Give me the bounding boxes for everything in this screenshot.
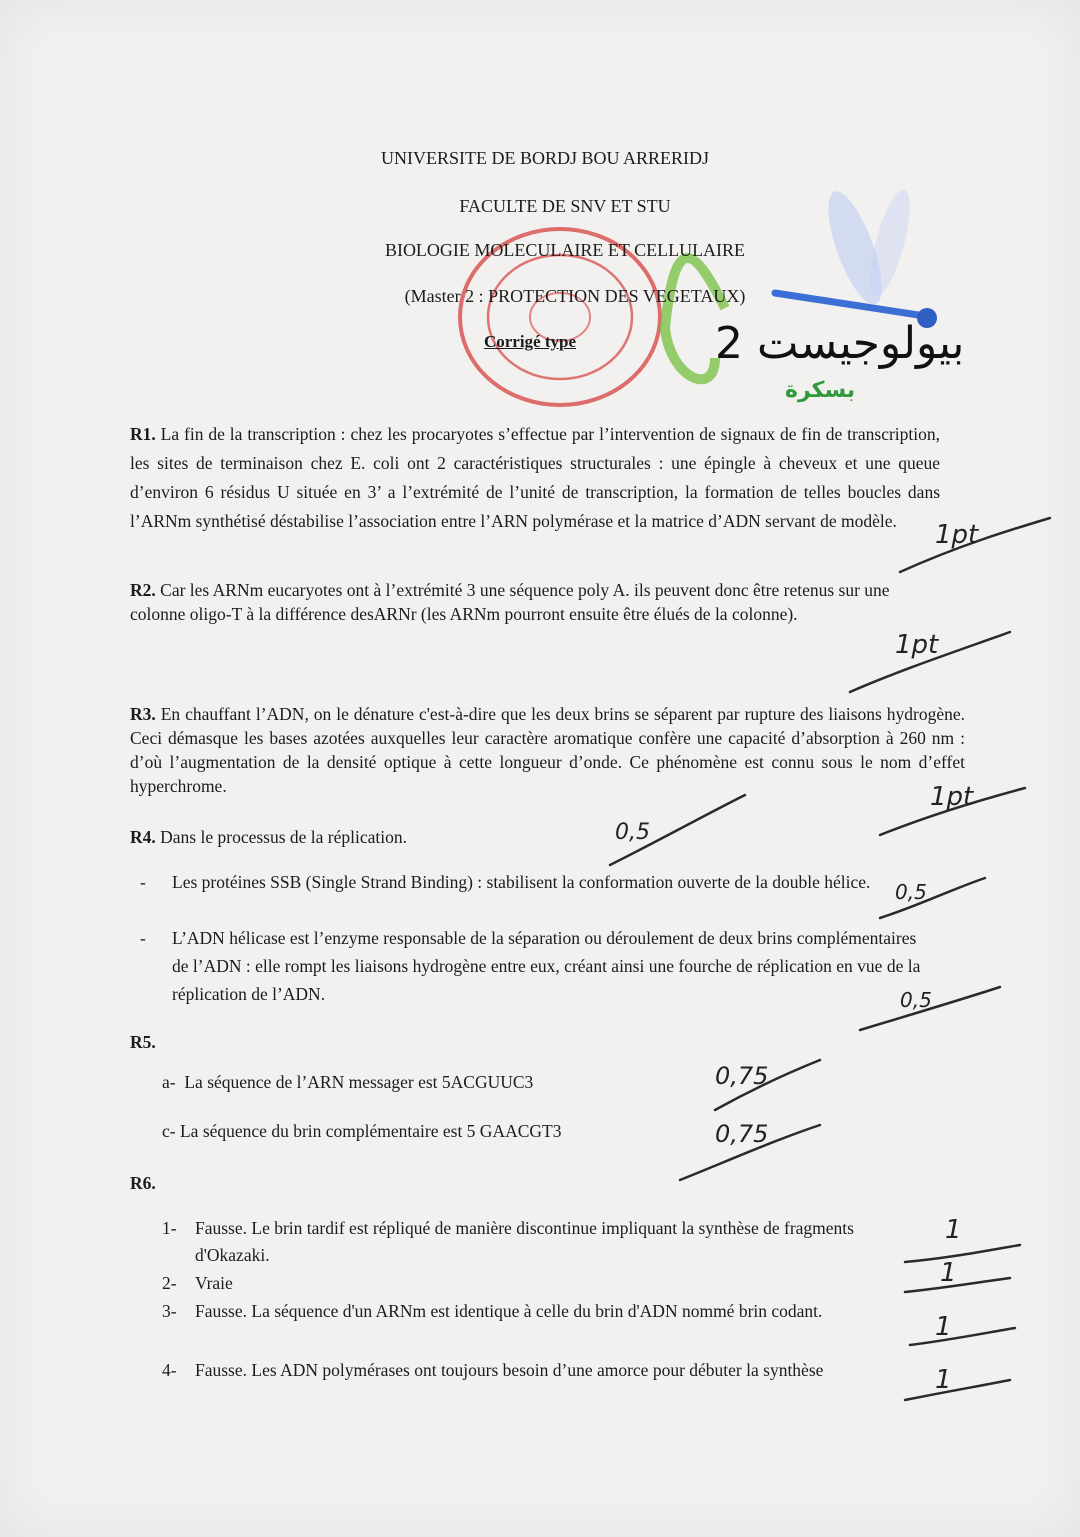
statement-number: 4- [162,1360,177,1380]
answer-r6 [130,1169,940,1198]
statement-item [162,1298,922,1325]
grade-mark: 1 [945,1215,962,1245]
answer-r5 [130,1028,940,1057]
answer-text: La fin de la transcription : chez les procaryotes s’effectue par l’intervention de signaux de fin de transcription, les sites de terminaison chez E. coli ont 2 caractéristiques structurales : une épingle à cheveux et une queue d’environ 6 résidus U située en 3’ a l’extrémité de l’unité de transcription, la formation de telles boucles dans l’ARNm synthétisé déstabilise l’association entre l’ARN polymérase et la matrice d’ADN servant de modèle. [130,424,941,531]
grade-mark: 1 [935,1312,952,1342]
sequence-prefix: a- [162,1072,176,1092]
answer-text: En chauffant l’ADN, on le dénature c'est-à-dire que les deux brins se séparent par rupture des liaisons hydrogène. Ceci démasque les bases azotées auxquelles leur caractère aromatique confère une capacité d’absorption à 260 nm : d’où l’augmentation de la densité optique à cette longueur d’onde. Ce phénomène est connu sous le nom d’effet hyperchrome. [130,704,966,796]
sequence-item [162,1121,561,1142]
grade-mark: 1 [935,1365,952,1395]
module-name: BIOLOGIE MOLECULAIRE ET CELLULAIRE [384,240,746,260]
answer-r2 [130,578,900,626]
statement-number: 3- [162,1301,177,1321]
bullet-dash: - [140,872,146,892]
answer-label: R3. [130,704,156,724]
answer-r4 [130,823,940,852]
statement-text: Fausse. Le brin tardif est répliqué de manière discontinue impliquant la synthèse de fragments d'Okazaki. [195,1218,854,1265]
answer-label: R4. [130,827,156,847]
statement-text: Fausse. La séquence d'un ARNm est identique à celle du brin d'ADN nommé brin codant. [195,1301,823,1321]
statement-item [162,1215,922,1269]
sequence-text: La séquence du brin complémentaire est 5 GAACGT3 [179,1121,562,1141]
faculty-name: FACULTE DE SNV ET STU [459,196,671,216]
bullet-item [140,924,930,1008]
grade-mark: 1pt [930,782,974,812]
answer-text: Car les ARNm eucaryotes ont à l’extrémité 3 une séquence poly A. ils peuvent donc être retenus sur une colonne oligo-T à la différence desARNr (les ARNm pourront ensuite être élués de la colonne). [130,580,890,624]
logo-text: بيولوجيست 2 [715,318,965,369]
bullet-item [140,868,930,896]
grade-mark: 0,5 [895,880,927,904]
sequence-item [162,1072,533,1093]
logo-subtext: بسكرة [785,378,856,403]
grade-mark: 0,75 [715,1062,769,1090]
statement-item [162,1357,922,1384]
bullet-text: Les protéines SSB (Single Strand Binding) : stabilisent la conformation ouverte de la double hélice. [172,872,871,892]
grade-mark: 0,75 [715,1120,769,1148]
answer-r1 [130,420,940,536]
answer-r3 [130,702,965,798]
grade-mark: 0,5 [900,988,932,1012]
program-name: (Master 2 : PROTECTION DES VEGETAUX) [404,286,746,306]
answer-label: R1. [130,424,156,444]
sequence-prefix: c- [162,1121,176,1141]
statement-text: Vraie [195,1273,233,1293]
answer-label: R5. [130,1032,156,1052]
statement-item [162,1270,922,1297]
grade-mark: 1pt [935,520,979,550]
grade-mark: 1pt [895,630,939,660]
statement-number: 2- [162,1273,177,1293]
sequence-text: La séquence de l’ARN messager est 5ACGUUC3 [184,1072,534,1092]
statement-number: 1- [162,1218,177,1238]
university-name: UNIVERSITE DE BORDJ BOU ARRERIDJ [380,148,710,168]
doc-type: Corrigé type [483,332,577,351]
statement-text: Fausse. Les ADN polymérases ont toujours besoin d’une amorce pour débuter la synthèse [195,1360,824,1380]
bullet-text: L’ADN hélicase est l’enzyme responsable de la séparation ou déroulement de deux brins complémentaires de l’ADN : elle rompt les liaisons hydrogène entre eux, créant ainsi une fourche de réplication en vue de la réplication de l’ADN. [172,928,921,1004]
grade-mark: 0,5 [615,820,650,845]
answer-label: R2. [130,580,156,600]
grade-mark: 1 [940,1258,957,1288]
bullet-dash: - [140,928,146,948]
answer-text: Dans le processus de la réplication. [160,827,408,847]
answer-label: R6. [130,1173,156,1193]
